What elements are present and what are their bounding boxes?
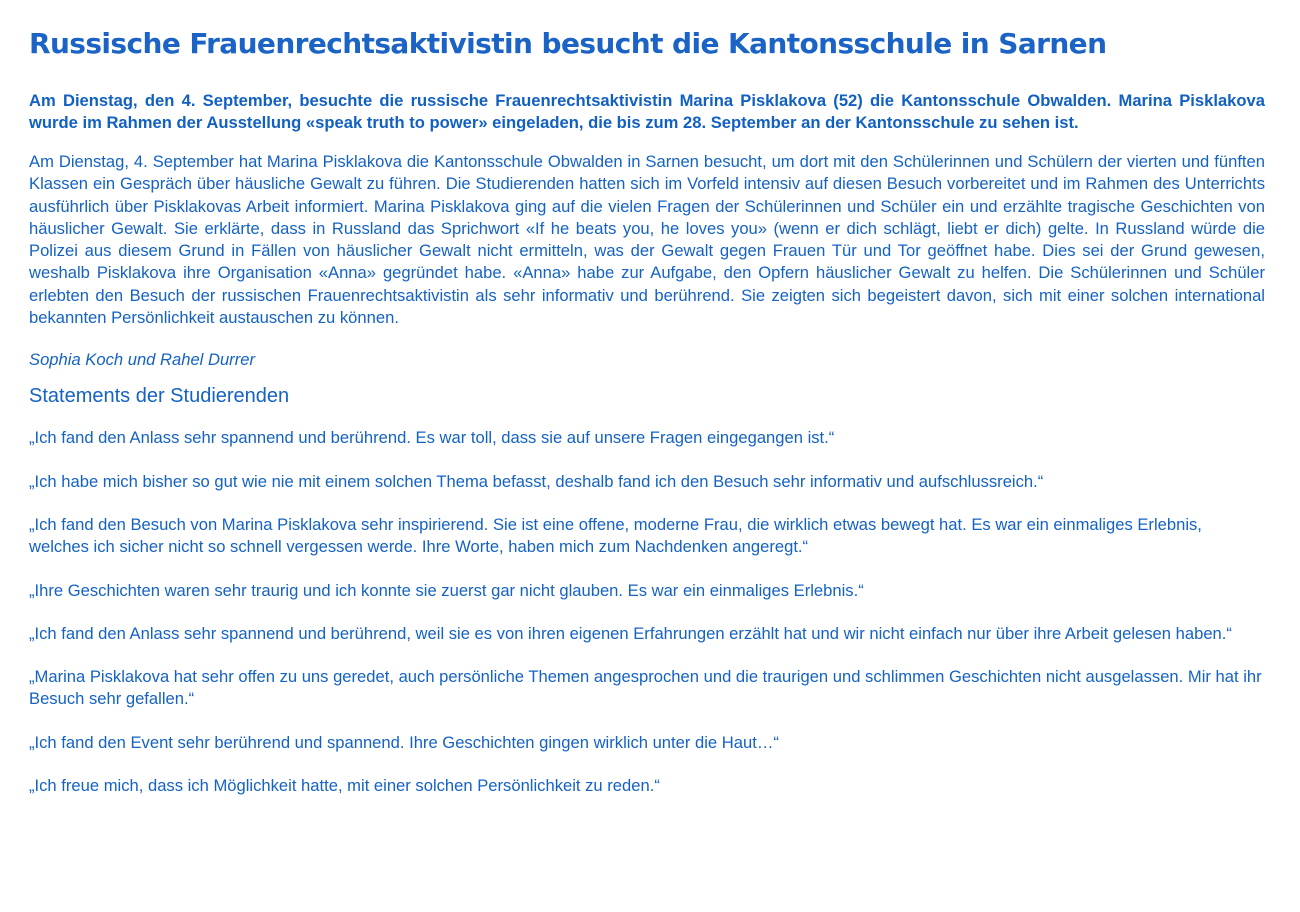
article-body: Am Dienstag, 4. September hat Marina Pisklakova die Kantonsschule Obwalden in Sarnen besucht, um dort mit den Schülerinnen und Schülern der vierten und fünften Klassen ein Gespräch über häusliche Gewalt zu führen. Die Studierenden hatten sich im Vorfeld intensiv auf diesen Besuch vorbereitet und im Rahmen des Unterrichts ausführlich über Pisklakovas Arbeit informiert. Marina Pisklakova ging auf die vielen Fragen der Schülerinnen und Schüler ein und erzählte tragische Geschichten von häuslicher Gewalt. Sie erklärte, dass in Russland das Sprichwort «If he beats you, he loves you» (wenn er dich schlägt, liebt er dich) gelte. In Russland würde die Polizei aus diesem Grund in Fällen von häuslicher Gewalt nicht ermitteln, was der Gewalt gegen Frauen Tür und Tor geöffnet habe. Dies sei der Grund gewesen, weshalb Pisklakova ihre Organisation «Anna» gegründet habe. «Anna» habe zur Aufgabe, den Opfern häuslicher Gewalt zu helfen. Die Schülerinnen und Schüler erlebten den Besuch der russischen Frauenrechtsaktivistin als sehr informativ und berührend. Sie zeigten sich begeistert davon, sich mit einer solchen international bekannten Persönlichkeit austauschen zu können. bbox=[29, 152, 1265, 328]
statement-quote: „Ich fand den Anlass sehr spannend und berührend. Es war toll, dass sie auf unsere Fragen eingegangen ist.“ bbox=[29, 428, 835, 448]
statement-quote: „Ich fand den Event sehr berührend und spannend. Ihre Geschichten gingen wirklich unter die Haut…“ bbox=[29, 732, 779, 752]
statement-quote: „Ich habe mich bisher so gut wie nie mit einem solchen Thema befasst, deshalb fand ich den Besuch sehr informativ und aufschlussreich.“ bbox=[29, 471, 1044, 491]
statements-list bbox=[29, 427, 1265, 797]
article bbox=[29, 22, 1265, 797]
article-authors: Sophia Koch und Rahel Durrer bbox=[29, 350, 255, 370]
statement-quote: „Marina Pisklakova hat sehr offen zu uns geredet, auch persönliche Themen angesprochen und die traurigen und schlimmen Geschichten nicht ausgelassen. Mir hat ihr Besuch sehr gefallen.“ bbox=[29, 667, 1262, 709]
statement-quote: „Ich fand den Anlass sehr spannend und berührend, weil sie es von ihren eigenen Erfahrungen erzählt hat und wir nicht einfach nur über ihre Arbeit gelesen haben.“ bbox=[29, 623, 1232, 643]
statement-quote: „Ihre Geschichten waren sehr traurig und ich konnte sie zuerst gar nicht glauben. Es war ein einmaliges Erlebnis.“ bbox=[29, 580, 864, 600]
statement-quote: „Ich fand den Besuch von Marina Pisklakova sehr inspirierend. Sie ist eine offene, moderne Frau, die wirklich etwas bewegt hat. Es war ein einmaliges Erlebnis, welches ich sicher nicht so schnell vergessen werde. Ihre Worte, haben mich zum Nachdenken angeregt.“ bbox=[29, 514, 1202, 557]
article-title: Russische Frauenrechtsaktivistin besucht die Kantonsschule in Sarnen bbox=[29, 27, 1107, 60]
article-lead: Am Dienstag, den 4. September, besuchte die russische Frauenrechtsaktivistin Marina Pisklakova (52) die Kantonsschule Obwalden. Marina Pisklakova wurde im Rahmen der Ausstellung «speak truth to power» eingeladen, die bis zum 28. September an der Kantonsschule zu sehen ist. bbox=[29, 91, 1265, 132]
statement-quote: „Ich freue mich, dass ich Möglichkeit hatte, mit einer solchen Persönlichkeit zu reden.“ bbox=[29, 776, 660, 796]
statements-heading: Statements der Studierenden bbox=[29, 385, 290, 408]
